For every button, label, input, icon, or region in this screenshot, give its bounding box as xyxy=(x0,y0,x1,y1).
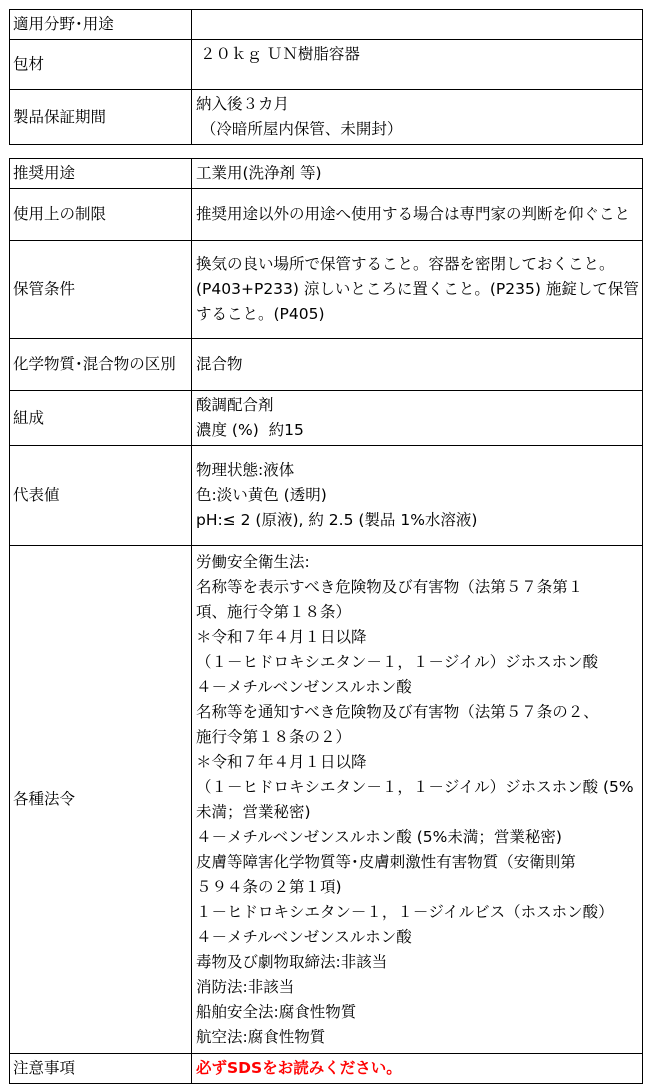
field-value-warranty xyxy=(192,90,643,145)
regulation-line: 毒物及び劇物取締法:非該当 xyxy=(196,952,388,971)
field-label-representative-values: 代表値 xyxy=(10,446,192,546)
storage-text: 換気の良い場所で保管すること。容器を密閉しておくこと。(P403+P233) 涼しいところに置くこと。(P235) 施錠して保管すること。(P405) xyxy=(196,255,639,323)
product-details-table xyxy=(9,158,643,1084)
regulation-line: 皮膚等障害化学物質等･皮膚刺激性有害物質（安衛則第 xyxy=(196,852,576,871)
regulation-line: 未満；営業秘密) xyxy=(196,802,311,821)
regulation-line: ４－メチルベンゼンスルホン酸 xyxy=(196,927,412,946)
field-value-packaging: ２０ｋｇ ＵＮ樹脂容器 xyxy=(200,45,360,63)
field-value-composition xyxy=(192,391,643,446)
regulation-line: （１－ヒドロキシエタン－１，１－ジイル）ジホスホン酸 xyxy=(196,652,599,671)
regulation-line: ＊令和７年４月１日以降 xyxy=(196,627,367,646)
warranty-line-2: （冷暗所屋内保管、未開封） xyxy=(196,120,403,138)
field-value-storage xyxy=(192,241,643,339)
classification-label-text: 化学物質･混合物の区別 xyxy=(13,355,176,373)
field-value-recommended-use: 工業用(洗浄剤 等) xyxy=(192,159,643,189)
table-row xyxy=(10,90,643,145)
field-value-restriction xyxy=(192,189,643,241)
table-row xyxy=(10,1054,643,1084)
table-row xyxy=(10,241,643,339)
representative-line-2: 色:淡い黄色 (透明) xyxy=(196,486,327,504)
table-row xyxy=(10,339,643,391)
field-value-notes: 必ずSDSをお読みください。 xyxy=(192,1054,643,1084)
field-label-storage: 保管条件 xyxy=(10,241,192,339)
field-value-packaging-cell xyxy=(192,40,643,90)
table-row xyxy=(10,446,643,546)
regulation-line: 航空法:腐食性物質 xyxy=(196,1027,326,1046)
regulation-line: 名称等を表示すべき危険物及び有害物（法第５７条第１ xyxy=(196,577,584,596)
regulation-line: ＊令和７年４月１日以降 xyxy=(196,752,367,771)
regulation-line: ４－メチルベンゼンスルホン酸 xyxy=(196,677,412,696)
warranty-line-1: 納入後３カ月 xyxy=(196,95,290,113)
field-label-application: 適用分野･用途 xyxy=(10,10,192,40)
table-row xyxy=(10,159,643,189)
regulation-line: 消防法:非該当 xyxy=(196,977,295,996)
regulation-line: （１－ヒドロキシエタン－１，１－ジイル）ジホスホン酸 (5% xyxy=(196,777,634,796)
restriction-text: 推奨用途以外の用途へ使用する場合は専門家の判断を仰ぐこと xyxy=(196,205,631,223)
composition-line-2: 濃度 (%) 約15 xyxy=(196,421,304,439)
table-row xyxy=(10,40,643,90)
field-label-notes: 注意事項 xyxy=(10,1054,192,1084)
table-row xyxy=(10,546,643,1054)
field-label-regulations: 各種法令 xyxy=(10,546,192,1054)
field-label-composition: 組成 xyxy=(10,391,192,446)
regulation-line: ５９４条の２第１項) xyxy=(196,877,342,896)
regulation-line: １－ヒドロキシエタン－１，１－ジイルビス（ホスホン酸） xyxy=(196,902,614,921)
field-label-packaging: 包材 xyxy=(10,40,192,90)
regulation-line: 船舶安全法:腐食性物質 xyxy=(196,1002,357,1021)
field-label-warranty: 製品保証期間 xyxy=(10,90,192,145)
representative-line-1: 物理状態:液体 xyxy=(196,461,295,479)
composition-line-1: 酸調配合剤 xyxy=(196,396,274,414)
regulation-line: 労働安全衛生法: xyxy=(196,552,310,571)
regulation-line: 名称等を通知すべき危険物及び有害物（法第５７条の２、 xyxy=(196,702,599,721)
field-label-restriction: 使用上の制限 xyxy=(10,189,192,241)
field-label-classification xyxy=(10,339,192,391)
field-value-classification: 混合物 xyxy=(192,339,643,391)
table-row xyxy=(10,391,643,446)
field-value-regulations xyxy=(192,546,643,1054)
table-row xyxy=(10,189,643,241)
regulation-line: 施行令第１８条の２） xyxy=(196,727,352,746)
regulation-line: ４－メチルベンゼンスルホン酸 (5%未満；営業秘密) xyxy=(196,827,562,846)
table-row xyxy=(10,10,643,40)
representative-line-3: pH:≤ 2 (原液), 約 2.5 (製品 1%水溶液) xyxy=(196,511,478,529)
field-value-application xyxy=(192,10,643,40)
regulation-line: 項、施行令第１８条） xyxy=(196,602,352,621)
field-label-recommended-use: 推奨用途 xyxy=(10,159,192,189)
product-info-table xyxy=(9,9,643,145)
field-value-representative-values xyxy=(192,446,643,546)
